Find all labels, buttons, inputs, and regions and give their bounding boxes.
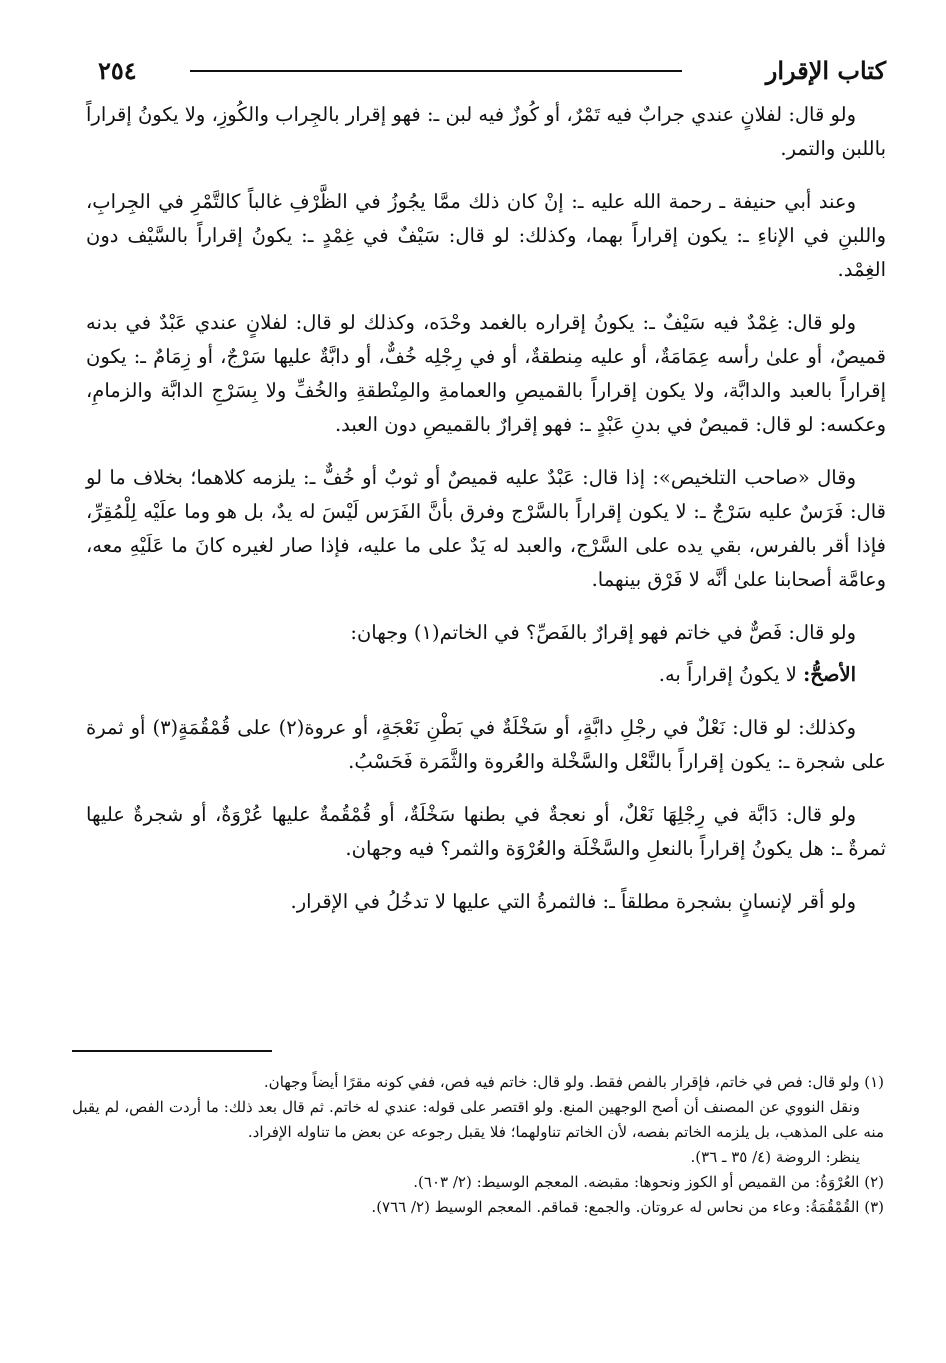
footnote-3: (٣) القُمْقُمَةُ: وعاء من نحاس له عروتان. والجمع: قماقم. المعجم الوسيط (٢/ ٧٦٦). bbox=[371, 1198, 884, 1216]
page-number: ٢٥٤ bbox=[98, 56, 137, 85]
chapter-title: كتاب الإقرار bbox=[765, 56, 886, 85]
paragraph-6-text: لا يكونُ إقراراً به. bbox=[658, 663, 797, 686]
paragraph-2: وعند أبي حنيفة ـ رحمة الله عليه ـ: إنْ كان ذلك ممَّا يجُوزُ في الظَّرْفِ غالباً كالتَّمْرِ في الجِرابِ، واللبنِ في الإناءِ ـ: يكون إقراراً بهما، وكذلك: لو قال: سَيْفٌ في غِمْدٍ ـ: يكونُ إقراراً بالسَّيْف دون الغِمْد. bbox=[86, 190, 886, 281]
footnotes bbox=[72, 1070, 884, 1220]
paragraph-7: وكذلك: لو قال: نَعْلٌ في رجْلِ دابَّةٍ، أو سَخْلَةٌ في بَطْنِ نَعْجَةٍ، أو عروة(٢) على قُمْقُمَةٍ(٣) أو ثمرة على شجرة ـ: يكون إقراراً بالنَّعْل والسَّخْلة والعُروة والثَّمَرة فَحَسْبُ. bbox=[86, 716, 886, 773]
footnote-1-continued: ونقل النووي عن المصنف أن أصح الوجهين المنع. ولو اقتصر على قوله: عندي له خاتم. ثم قال بعد ذلك: ما أردت الفص، لم يقبل منه على المذهب، بل يلزمه الخاتم بفصه، لأن الخاتم تناولهما؛ فلا يقبل رجوعه عن بعض ما تناوله الإفراد. bbox=[72, 1098, 884, 1141]
footnote-1-reference: ينظر: الروضة (٤/ ٣٥ ـ ٣٦). bbox=[690, 1148, 860, 1166]
footnote-2: (٢) العُرْوَةُ: من القميص أو الكوز ونحوها: مقبضه. المعجم الوسيط: (٢/ ٦٠٣). bbox=[413, 1173, 884, 1191]
paragraph-6-lead: الأصحُّ: bbox=[803, 663, 856, 686]
footnote-1: (١) ولو قال: فص في خاتم، فإقرار بالفص فقط. ولو قال: خاتم فيه فص، ففي كونه مقرًا أيضاً وجهان. bbox=[263, 1073, 884, 1091]
paragraph-9: ولو أقر لإنسانٍ بشجرة مطلقاً ـ: فالثمرةُ التي عليها لا تدخُلُ في الإقرار. bbox=[290, 890, 856, 913]
page-header bbox=[98, 52, 886, 92]
paragraph-5: ولو قال: فَصٌّ في خاتم فهو إقرارٌ بالفَصِّ؟ في الخاتم(١) وجهان: bbox=[350, 621, 856, 644]
main-text bbox=[86, 98, 886, 938]
paragraph-3: ولو قال: غِمْدٌ فيه سَيْفٌ ـ: يكونُ إقراره بالغمد وحْدَه، وكذلك لو قال: لفلانٍ عندي عَبْدٌ في بدنه قميصٌ، أو علىٰ رأسه عِمَامَةٌ، أو عليه مِنطقةٌ، أو في رِجْلِه خُفٌّ، أو دابَّةٌ عليها سَرْجٌ، أو زِمَامٌ ـ: يكون إقراراً بالعبد والدابَّة، ولا يكون إقراراً بالقميصِ والعمامةِ والمِنْطقةِ والخُفِّ ولا بِسَرْجِ الدابَّة والزمامِ، وعكسه: لو قال: قميصٌ في بدنِ عَبْدٍ ـ: فهو إقرارٌ بالقميصِ دون العبد. bbox=[86, 311, 886, 436]
paragraph-8: ولو قال: دَابَّة في رِجْلِهَا نَعْلٌ، أو نعجةٌ في بطنها سَخْلَةٌ، أو قُمْقُمةٌ عليها عُرْوَةٌ، أو شجرةٌ عليها ثمرةٌ ـ: هل يكونُ إقراراً بالنعلِ والسَّخْلَة والعُرْوَة والثمر؟ فيه وجهان. bbox=[86, 803, 886, 860]
header-rule bbox=[190, 70, 682, 72]
footnote-separator bbox=[72, 1050, 272, 1052]
paragraph-6 bbox=[86, 658, 886, 692]
paragraph-1: ولو قال: لفلانٍ عندي جرابٌ فيه تَمْرٌ، أو كُوزٌ فيه لبن ـ: فهو إقرار بالجِراب والكُوزِ، ولا يكونُ إقراراً باللبن والتمر. bbox=[86, 103, 886, 160]
paragraph-4: وقال «صاحب التلخيص»: إذا قال: عَبْدٌ عليه قميصٌ أو ثوبٌ أو خُفٌّ ـ: يلزمه كلاهما؛ بخلاف ما لو قال: فَرَسٌ عليه سَرْجٌ ـ: لا يكون إقراراً بالسَّرْج وفرق بأنَّ الفَرَس لَيْسَ له يدٌ، بل هو وما علَيْه لِلْمُقِرِّ، فإذا أقر بالفرس، بقي يده على السَّرْج، والعبد له يَدٌ على ما عليه، فإذا صار لغيره كانَ ما عَلَيْهِ معه، وعامَّة أصحابنا علىٰ أنَّه لا فَرْق بينهما. bbox=[86, 466, 886, 591]
